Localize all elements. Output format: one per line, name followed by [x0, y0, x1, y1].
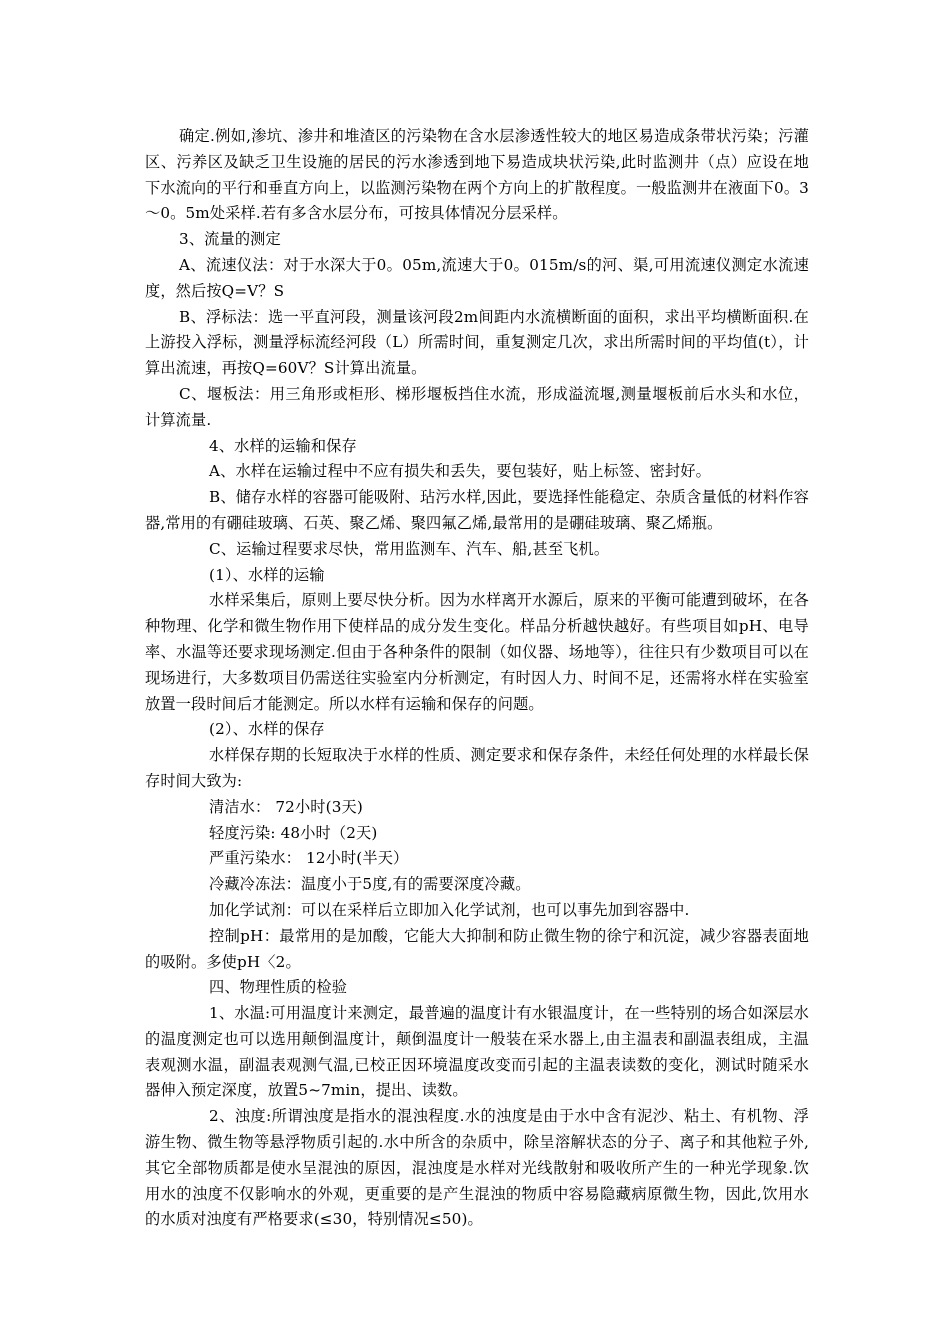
paragraph-ph-control: 控制pH：最常用的是加酸，它能大大抑制和防止微生物的徐宁和沉淀，减少容器表面地的吸附。多使pH〈2。 [145, 926, 809, 971]
storage-chemical-reagent: 加化学试剂：可以在采样后立即加入化学试剂，也可以事先加到容器中. [209, 900, 690, 919]
paragraph-transport-c: C、运输过程要求尽快，常用监测车、汽车、船,甚至飞机。 [209, 539, 610, 558]
heading-flow-measurement: 3、流量的测定 [179, 230, 281, 249]
storage-heavy-pollution: 严重污染水： 12小时(半天） [209, 849, 409, 868]
storage-refrigeration: 冷藏冷冻法：温度小于5度,有的需要深度冷藏。 [209, 875, 531, 894]
paragraph-weir-method: C、堰板法：用三角形或柜形、梯形堰板挡住水流，形成溢流堰,测量堰板前后水头和水位，计算流量. [145, 384, 809, 429]
storage-clean-water: 清洁水： 72小时(3天) [209, 797, 363, 816]
paragraph-transport-b: B、储存水样的容器可能吸附、玷污水样,因此，要选择性能稳定、杂质含量低的材料作容器,常用的有硼硅玻璃、石英、聚乙烯、聚四氟乙烯,最常用的是硼硅玻璃、聚乙烯瓶。 [145, 488, 809, 532]
paragraph-water-temperature: 1、水温:可用温度计来测定，最普遍的温度计有水银温度计，在一些特别的场合如深层水的温度测定也可以选用颠倒温度计，颠倒温度计一般装在采水器上,由主温表和副温表组成，主温表观测水温，副温表观测气温,已校正因环境温度改变而引起的主温表读数的变化，测试时随采水器伸入预定深度，放置5~7min，提出、读数。 [145, 1004, 809, 1100]
paragraph-sample-transport: 水样采集后，原则上要尽快分析。因为水样离开水源后，原来的平衡可能遭到破坏，在各种物理、化学和微生物作用下使样品的成分发生变化。样品分析越快越好。有些项目如pH、电导率、水温等还要求现场测定.但由于各种条件的限制（如仪器、场地等），往往只有少数项目可以在现场进行，大多数项目仍需送往实验室内分析测定，有时因人力、时间不足，还需将水样在实验室放置一段时间后才能测定。所以水样有运输和保存的问题。 [145, 591, 809, 713]
heading-transport-storage: 4、水样的运输和保存 [209, 436, 357, 455]
paragraph-monitoring-well: 确定.例如,渗坑、渗井和堆渣区的污染物在含水层渗透性较大的地区易造成条带状污染；污灌区、污养区及缺乏卫生设施的居民的污水渗透到地下易造成块状污染,此时监测井（点）应设在地下水流向的平行和垂直方向上，以监测污染物在两个方向上的扩散程度。一般监测井在液面下0。3～0。5m处采样.若有多含水层分布，可按具体情况分层采样。 [145, 127, 809, 223]
storage-light-pollution: 轻度污染: 48小时（2天) [209, 823, 378, 842]
paragraph-transport-a: A、水样在运输过程中不应有损失和丢失，要包装好，贴上标签、密封好。 [209, 462, 711, 481]
heading-sample-storage: (2）、水样的保存 [209, 720, 325, 739]
paragraph-turbidity: 2、浊度:所谓浊度是指水的混浊程度.水的浊度是由于水中含有泥沙、粘土、有机物、浮游生物、微生物等悬浮物质引起的.水中所含的杂质中，除呈溶解状态的分子、离子和其他粒子外,其它全部物质都是使水呈混浊的原因，混浊度是水样对光线散射和吸收所产生的一种光学现象.饮用水的浊度不仅影响水的外观，更重要的是产生混浊的物质中容易隐藏病原微生物，因此,饮用水的水质对浊度有严格要求(≤30，特别情况≤50)。 [145, 1107, 809, 1229]
document-page [145, 124, 809, 1233]
paragraph-float-method: B、浮标法：选一平直河段，测量该河段2m间距内水流横断面的面积，求出平均横断面积.在上游投入浮标，测量浮标流经河段（L）所需时间，重复测定几次，求出所需时间的平均值(t），计算出流速，再按Q=60V？S计算出流量。 [145, 307, 809, 378]
heading-sample-transport: (1）、水样的运输 [209, 565, 325, 584]
heading-physical-properties: 四、物理性质的检验 [209, 978, 348, 997]
paragraph-sample-storage: 水样保存期的长短取决于水样的性质、测定要求和保存条件，未经任何处理的水样最长保存时间大致为: [145, 746, 809, 790]
paragraph-current-meter: A、流速仪法：对于水深大于0。05m,流速大于0。015m/s的河、渠,可用流速仪测定水流速度，然后按Q=V？S [145, 255, 809, 300]
